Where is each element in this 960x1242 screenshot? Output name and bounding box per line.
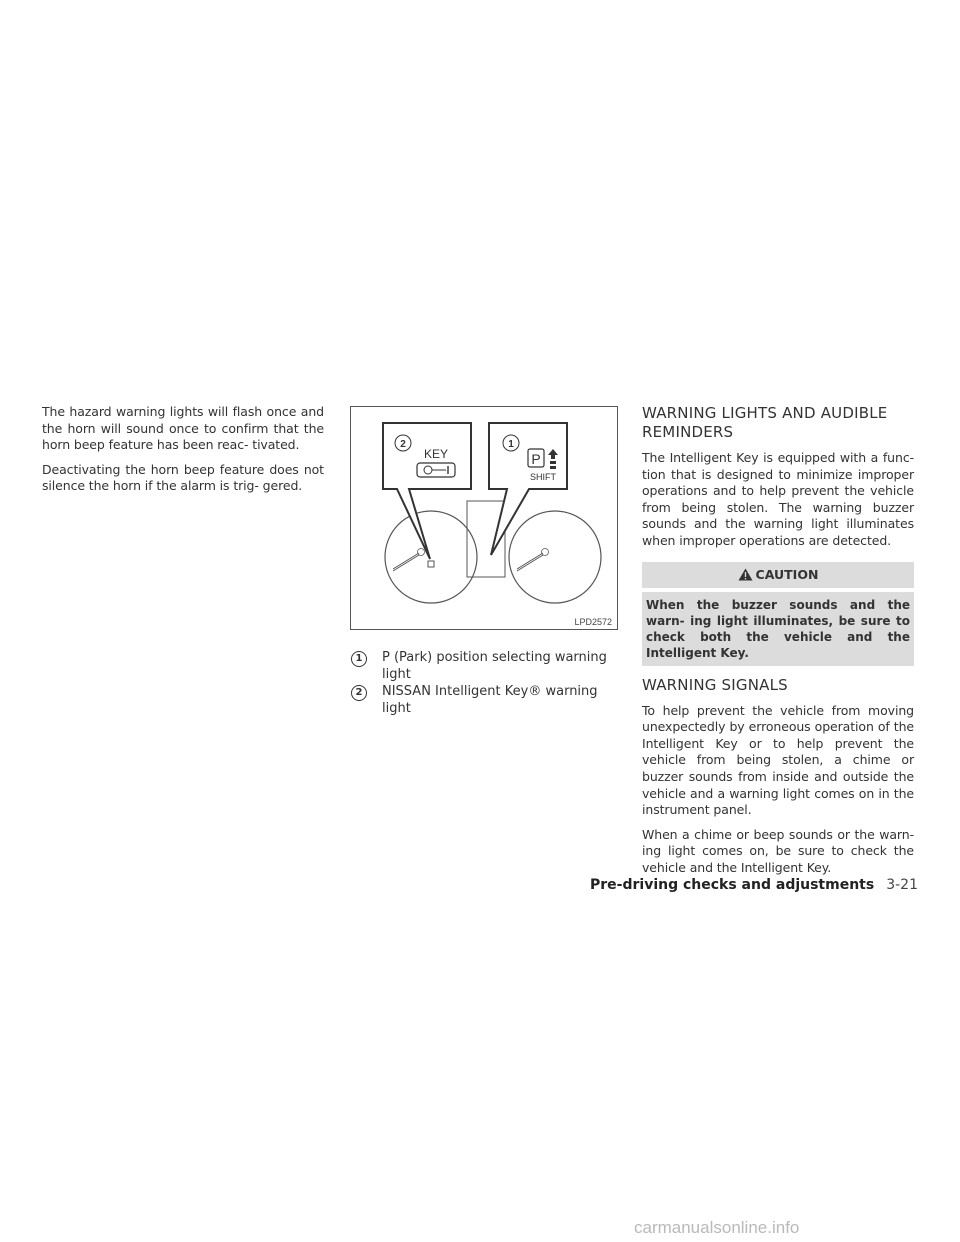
warning-lights-figure <box>350 406 618 630</box>
paragraph-horn-deactivated: Deactivating the horn beep feature does not silence the horn if the alarm is trig- gered. <box>42 461 324 494</box>
figure-id: LPD2572 <box>574 617 612 627</box>
warning-triangle-icon <box>738 564 753 590</box>
figure-legend <box>350 649 620 717</box>
legend-text-2: NISSAN Intelligent Key® warning light <box>382 684 598 716</box>
callout-shift <box>489 423 567 555</box>
callout-2-label: KEY <box>423 447 449 461</box>
heading-warning-lights: WARNING LIGHTS AND AUDIBLE REMINDERS <box>642 404 888 441</box>
callout-1-number: 1 <box>508 439 514 450</box>
paragraph-chime-check: When a chime or beep sounds or the warn- ing light comes on, be sure to check the vehicle and the Intelligent Key. <box>642 826 914 875</box>
paragraph-horn-reactivated: The hazard warning lights will flash once and the horn will sound once to confirm that the horn beep feature has been reac- tivated. <box>42 404 324 453</box>
middle-column <box>350 404 620 717</box>
caution-header <box>642 562 914 588</box>
right-column <box>642 404 914 885</box>
legend-text-1: P (Park) position selecting warning light <box>382 650 607 682</box>
right-gauge <box>509 511 601 603</box>
paragraph-warning-signals: To help prevent the vehicle from moving unexpectedly by erroneous operation of the Intelligent Key or to help prevent the vehicle from being stolen, a chime or buzzer sounds from inside and outside the vehicle and a warning light comes on in the instrument panel. <box>642 702 914 818</box>
page-footer <box>588 877 918 893</box>
caution-label: CAUTION <box>755 566 819 582</box>
instrument-cluster-illustration <box>351 407 619 631</box>
legend-item <box>350 683 620 717</box>
key-indicator-lamp <box>428 561 434 567</box>
heading-warning-signals: WARNING SIGNALS <box>642 675 788 694</box>
paragraph-intelligent-key: The Intelligent Key is equipped with a func- tion that is designed to minimize improper operations and to help prevent the vehicle from being stolen. The warning buzzer sounds and the warning light illuminates when improper operations are detected. <box>642 450 914 548</box>
right-needle <box>517 553 543 569</box>
legend-number-1: 1 <box>351 651 367 667</box>
legend-item <box>350 649 620 683</box>
shift-label: SHIFT <box>530 472 556 482</box>
page-number: 3-21 <box>886 877 918 893</box>
footer-section-title: Pre-driving checks and adjustments <box>590 877 875 893</box>
callout-2-number: 2 <box>400 439 406 450</box>
legend-number-2: 2 <box>351 685 367 701</box>
caution-text: When the buzzer sounds and the warn- ing light illuminates, be sure to check both the vehicle and the Intelligent Key. <box>642 592 914 666</box>
left-gauge <box>385 511 477 603</box>
left-needle <box>393 553 419 569</box>
park-symbol: P <box>531 451 541 467</box>
watermark: carmanualsonline.info <box>634 1218 800 1237</box>
left-column <box>42 404 324 503</box>
callout-key <box>383 423 471 559</box>
